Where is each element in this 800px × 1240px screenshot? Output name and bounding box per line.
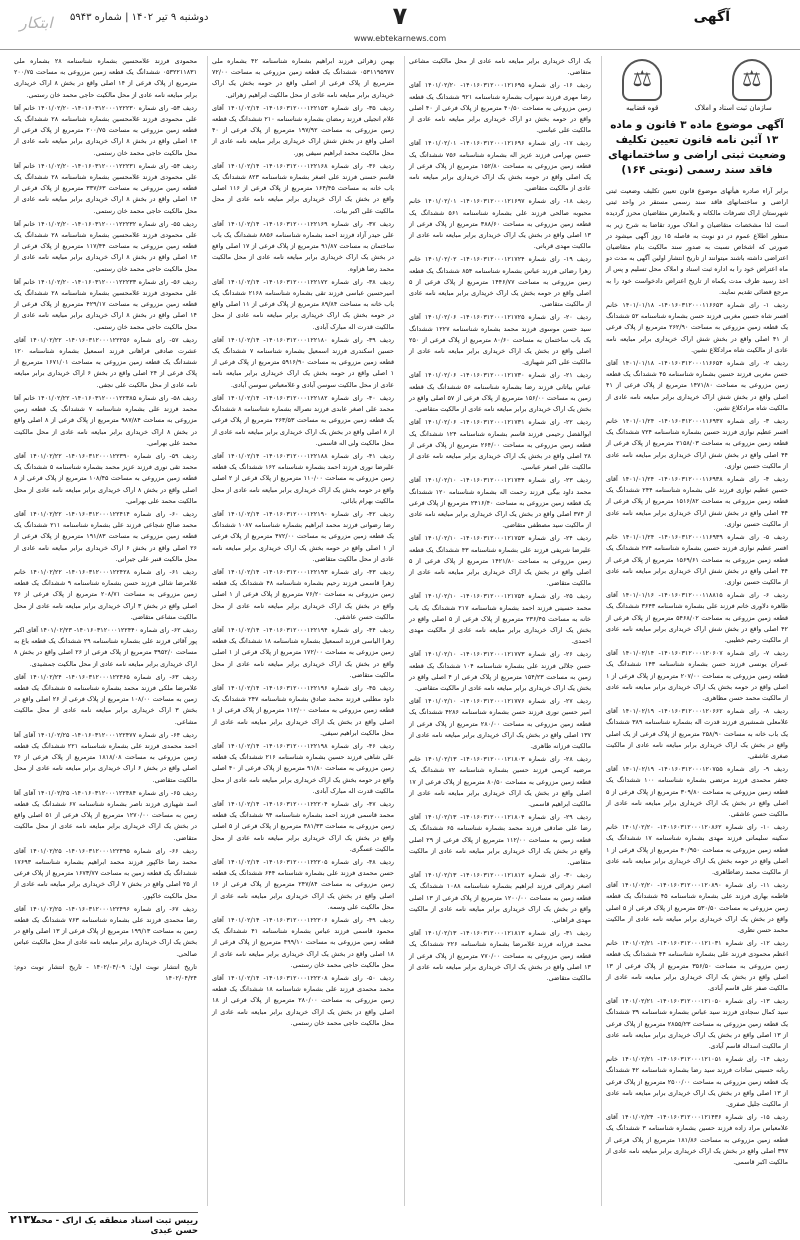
notice-entry: ردیف ۴۵- رای شماره ۱۴۰۱۶۰۳۱۲۰۰۰۱۲۲۱۹۶- ۱۴۰۱/۰۲/۱۴ آقای داود مطلبی فرزند محمد صادق بشماره شناسنامه ۲۴۷ ششدانگ یک قطعه زمین مزروعی به مساحت ۱۱۲/۰۰ مترمربع از پلاک فرعی از ۱ اصلی واقع در بخش یک اراک خریداری برابر مبایعه نامه عادی از محل مالکیت ابراهیم سیفی. [212,683,395,737]
judiciary-emblem [622,59,662,114]
notice-entry: ردیف ۶۰- رای شماره ۱۴۰۱۶۰۳۱۲۰۰۰۱۲۲۴۱۴- ۱۴۰۱/۰۲/۲۲ آقای محمد صالح شجاعی فرزند علی بشماره شناسنامه ۲۱۱ ششدانگ یک قطعه زمین مزروعی به مساحت ۱۹۱/۸۳ مترمربع از پلاک فرعی از ۲۶ اصلی واقع در بخش ۶ اراک خریداری برابر مبایعه نامه عادی از محل مالکیت قنبر علی جیرانی. [14,509,198,563]
notice-entry: ردیف ۵۴- رای شماره ۱۴۰۱۶۰۳۱۲۰۰۰۱۲۲۲۳۱- ۱۴۰۱/۰۲/۲۰ خانم آقا علی محمودی فرزند غلامحسین بشماره شناسنامه ۲۸ ششدانگ یک قطعه زمین مزروعی به مساحت ۳۳۷/۶۳ مترمربع از پلاک فرعی از ۱۴ اصلی واقع در بخش ۸ اراک خریداری برابر مبایعه نامه عادی از محل مالکیت حاجی محمد خان رستمی. [14,161,198,215]
notice-entry: ردیف ۸- رای شماره ۱۴۰۱۶۰۳۱۲۰۰۰۱۲۰۶۶۲- ۱۴۰۱/۰۲/۱۹ آقای غلامعلی شمشیری فرزند قدرت اله بشماره شناسنامه ۳۸۹ ششدانگ یک باب خانه به مساحت ۲۵۸/۹۰ مترمربع از پلاک فرعی از یک اصلی واقع در بخش یک اراک خریداری برابر مبایعه نامه عادی از مالکیت صغری عاشقی. [606,707,789,760]
notice-entry: ردیف ۶۲- رای شماره ۱۴۰۱۶۰۳۱۲۰۰۰۱۲۲۴۴۰- ۱۴۰۱/۰۲/۲۳ آقای اکبر پور آقائی فرزند علی بشماره شناسنامه ۲۹ ششدانگ یک قطعه باغ به مساحت ۳۹۵۲/۰ مترمربع از پلاک فرعی از ۲۶ اصلی واقع در بخش ۸ اراک خریداری برابر مبایعه نامه عادی از محل مالکیت جمشیدی. [14,625,197,668]
notice-entry: ردیف ۴۱- رای شماره ۱۴۰۱۶۰۳۱۲۰۰۰۱۲۲۱۸۸- ۱۴۰۱/۰۲/۱۴ آقای علیرضا نوری فرزند احمد بشماره شناسنامه ۱۶۲ ششدانگ یک قطعه زمین مزروعی به مساحت ۱۱۰/۰۰ مترمربع از پلاک فرعی از ۲ اصلی واقع در حومه بخش یک اراک خریداری برابر مبایعه نامه عادی از محل مالکیت بهرام بابائی. [212,451,394,505]
notice-entry: ردیف ۶۱- رای شماره ۱۴۰۱۶۰۳۱۲۰۰۰۱۲۲۴۲۸- ۱۴۰۱/۰۲/۲۲ خانم غلامرضا شالی فرزند حسن بشماره شناسنامه ۹ ششدانگ یک قطعه زمین مزروعی به مساحت ۲۰۸/۷۱ مترمربع از پلاک فرعی از ۲۶ اصلی واقع در بخش ۳ اراک خریداری برابر مبایعه نامه عادی از محل مالکیت مشاعی متقاضی. [14,567,197,621]
page-header [0,0,800,50]
notice-entry: تاریخ انتشار نوبت اول: ۱۴۰۲/۰۴/۰۹ - تاریخ انتشار نوبت دوم: ۱۴۰۲/۰۴/۲۴ [14,962,197,983]
notice-entry: ردیف ۱۱- رای شماره ۱۴۰۱۶۰۳۱۲۰۰۰۱۲۰۸۹۰- ۱۴۰۱/۰۲/۲۰ آقای فاطمه بهاری فرزند علی بشماره شناسنامه ۴۵ ششدانگ یک قطعه زمین مزروعی به مساحت ۵۳۰/۵۰ مترمربع از پلاک فرعی از ۵ اصلی واقع در بخش یک اراک خریداری برابر مبایعه نامه عادی از مالکیت محمد حسن نظری. [606,881,788,934]
notice-entry: ردیف ۱- رای شماره ۱۴۰۱۶۰۳۱۲۰۰۰۱۱۶۶۵۳- ۱۴۰۱/۰۱/۱۸ خانم افسر شاه حسین مغربی فرزند حسن بشماره شناسنامه ۵۲ ششدانگ یک قطعه زمین مزروعی به مساحت ۲۶۲/۹۰ مترمربع از پلاک فرعی از ۴۱ اصلی واقع در بخش شش اراک خریداری برابر مبایعه نامه عادی از مالکیت شاه مرادکلاغ نشین. [606,301,788,354]
notice-entry: ردیف ۲۶- رای شماره ۱۴۰۱۶۰۳۱۲۰۰۰۱۲۱۷۷۳- ۱۴۰۱/۰۲/۱۰ آقای حسن جلالی فرزند علی بشماره شناسنامه ۱۰۴ ششدانگ یک قطعه زمین به مساحت ۱۵۴/۲۳ مترمربع از پلاک فرعی از ۴ اصلی واقع در بخش یک اراک خریداری برابر مبایعه نامه عادی از مالکیت متقاضی. [409,650,591,692]
notice-entry: ردیف ۵۸- رای شماره ۱۴۰۱۶۰۳۱۲۰۰۰۱۲۲۳۸۵- ۱۴۰۱/۰۲/۲۲ خانم آقا محمد فرزند علی بشماره شناسنامه ۷ ششدانگ یک قطعه زمین مزروعی به مساحت ۹۸۷/۸۴ مترمربع از پلاک فرعی از ۸ اصلی واقع در بخش ۸ اراک خریداری برابر مبایعه نامه عادی از محل مالکیت محمد علی بهرامی. [14,393,198,447]
column-2 [404,56,595,1206]
notice-entry: ردیف ۵۰- رای شماره ۱۴۰۱۶۰۳۱۲۰۰۰۱۲۲۲۰۸- ۱۴۰۱/۰۲/۱۴ آقای محمد محمدی فرزند علی بشماره شناسنامه ۱۸ ششدانگ یک قطعه زمین مزروعی به مساحت ۲۸۰/۰۰ مترمربع از پلاک فرعی از ۱۸ اصلی واقع در بخش یک اراک خریداری برابر مبایعه نامه عادی از محل مالکیت حاجی محمد خان رستمی. [212,974,394,1027]
notice-entry: ردیف ۵۹- رای شماره ۱۴۰۱۶۰۳۱۲۰۰۰۱۲۲۳۹۰- ۱۴۰۱/۰۲/۲۲ آقای محمد تقی نوری فرزند عزیز محمد بشماره شناسنامه ۵ ششدانگ یک قطعه زمین مزروعی به مساحت ۱۰۸/۴۵ مترمربع از پلاک فرعی از ۸ اصلی واقع در بخش ۸ اراک خریداری برابر مبایعه نامه عادی از محل مالکیت محمد علی بهرامی. [14,451,198,505]
notice-header [606,56,788,178]
notice-entry: ردیف ۵۷- رای شماره ۱۴۰۱۶۰۳۱۲۰۰۰۱۲۲۲۵۶- ۱۴۰۱/۰۲/۲۲ آقای عشرت صادقی فراهانی فرزند اسمعیل بشماره شناسنامه ۱۲۰ ششدانگ یک قطعه زمین مزروعی به مساحت ۱۶۷۱/۰۱ مترمربع از پلاک فرعی از ۲۴ اصلی واقع در بخش ۶ اراک خریداری برابر مبایعه نامه عادی از محل مالکیت علی نجفی. [14,335,198,389]
section-title: آگهی [693,9,730,25]
notice-entry: ردیف ۲۴- رای شماره ۱۴۰۱۶۰۳۱۲۰۰۰۱۲۱۷۵۳- ۱۴۰۱/۰۲/۱۰ آقای علیرضا شریفی فرزند علی بشماره شناسنامه ۴۳ ششدانگ یک قطعه زمین مزروعی به مساحت ۱۴۲۱/۸۰ مترمربع از پلاک فرعی از ۵ اصلی واقع در بخش یک اراک خریداری برابر مبایعه نامه عادی از مالکیت متقاضی. [409,534,592,588]
judiciary-caption: قوه قضاییه [626,104,659,113]
org-caption: سازمان ثبت اسناد و املاک [694,104,772,113]
notice-entry: ردیف ۳۵- رای شماره ۱۴۰۱۶۰۳۱۲۰۰۰۱۲۲۱۵۳- ۱۴۰۱/۰۲/۱۴ آقای غلام انجیلی فرزند رمضان بشماره شناسنامه ۲۱۰ ششدانگ یک قطعه زمین مزروعی به مساحت ۱۹۷/۹۲ مترمربع از پلاک فرعی از ۴۰ اصلی واقع در بخش شش اراک خریداری برابر مبایعه نامه عادی از محل مالکیت محمد ابراهیم سیفی پور. [212,103,394,157]
notice-entry: ردیف ۹- رای شماره ۱۴۰۱۶۰۳۱۲۰۰۰۱۲۰۷۵۵- ۱۴۰۱/۰۲/۱۹ آقای جعفر محمدی فرزند مرتضی بشماره شناسنامه ۱۰۰ ششدانگ یک قطعه زمین مزروعی به مساحت ۳۰۹/۸۰ مترمربع از پلاک فرعی از ۵ اصلی واقع در بخش یک اراک خریداری برابر مبایعه نامه عادی از مالکیت حسن عاشقی. [606,765,789,818]
notice-entry: ردیف ۱۵- رای شماره ۱۴۰۱۶۰۳۱۲۰۰۰۱۲۱۴۳۶- ۱۴۰۱/۰۲/۲۴ آقای غلامعباس مراد زاده فرزند حسین بشماره شناسنامه ۳ ششدانگ یک قطعه زمین مزروعی به مساحت ۱۸۱/۸۶ مترمربع از پلاک فرعی از ۳۹۷ اصلی واقع در بخش یک اراک خریداری برابر مبایعه نامه عادی از مالکیت اکبر قاسمی. [606,1113,789,1167]
column-4 [10,56,201,1206]
issue-date: دوشنبه ۹ تیر ۱۴۰۲ | شماره ۵۹۴۳ [70,11,209,23]
notice-entry: ردیف ۲- رای شماره ۱۴۰۱۶۰۳۱۲۰۰۰۱۱۶۶۵۴- ۱۴۰۱/۰۱/۱۸ آقای حسن مغربی فرزند حسین بشماره شناسنامه ۴۵ ششدانگ یک قطعه زمین مزروعی به مساحت ۱۴۷۱/۸۰ مترمربع از پلاک فرعی از ۴۱ اصلی واقع در بخش شش اراک خریداری برابر مبایعه نامه عادی از مالکیت شاه مرادکلاغ نشین. [606,359,789,412]
notice-entry: ردیف ۱۳- رای شماره ۱۴۰۱۶۰۳۱۲۰۰۰۱۲۱۰۵۰- ۱۴۰۱/۰۲/۲۱ آقای سید کمال سجادی فرزند سید عباس بشماره شناسنامه ۳۹ ششدانگ یک قطعه زمین مزروعی به مساحت ۲۸۵۵/۲۳ مترمربع از پلاک فرعی از ۱۳ اصلی واقع در بخش یک اراک خریداری برابر مبایعه نامه عادی از مالکیت اسداله قاسم آبادی. [606,997,789,1051]
newspaper-logo: ابتکار [19,14,53,32]
notice-entry: ردیف ۳۰- رای شماره ۱۴۰۱۶۰۳۱۲۰۰۰۱۲۱۸۱۲- ۱۴۰۱/۰۲/۱۳ آقای اصغر زهرائی فرزند ابراهیم بشماره شناسنامه ۱۰۸۸ ششدانگ یک قطعه زمین به مساحت ۱۲۰۰/۰۰ مترمربع از پلاک فرعی از ۱۳ اصلی واقع در بخش یک اراک خریداری برابر مبایعه نامه عادی از مالکیت مهدی فراهانی. [409,871,591,925]
notice-entry: ردیف ۵۶- رای شماره ۱۴۰۱۶۰۳۱۲۰۰۰۱۲۲۲۳۳- ۱۴۰۱/۰۲/۲۰ خانم آقا علی محمودی فرزند غلامحسین بشماره شناسنامه ۲۸ ششدانگ یک قطعه زمین مزروعی به مساحت ۴۲۹/۱۷ مترمربع از پلاک فرعی از ۱۴ اصلی واقع در بخش ۸ اراک خریداری برابر مبایعه نامه عادی از محل مالکیت حاجی محمد خان رستمی. [14,277,198,331]
signature-line: رییس ثبت اسناد منطقه یک اراک - محمد حسن عبدی [8,1212,198,1230]
notice-entry: ردیف ۴۸- رای شماره ۱۴۰۱۶۰۳۱۲۰۰۰۱۲۲۲۰۵- ۱۴۰۱/۰۲/۱۴ آقای حسن محمدی فرزند علی بشماره شناسنامه ۶۴۴ ششدانگ یک قطعه زمین مزروعی به مساحت ۲۴۷/۸۴ مترمربع از پلاک فرعی از ۱۶ اصلی واقع در بخش یک اراک خریداری برابر مبایعه نامه عادی از محل مالکیت علی وسمه. [212,858,394,911]
notice-title: آگهی موضوع ماده ۳ قانون و ماده ۱۳ آئین نامه قانون تعیین تکلیف وضعیت ثبتی اراضی و ساختمانهای فاقد سند رسمی (نوبتی ۱۶۴) [608,119,786,176]
notice-entry: ردیف ۴۴- رای شماره ۱۴۰۱۶۰۳۱۲۰۰۰۱۲۲۱۹۴- ۱۴۰۱/۰۲/۱۴ آقای زهرا الیاسی فرزند اسمعیل بشماره شناسنامه ۱۸ ششدانگ یک قطعه زمین مزروعی به مساحت ۱۷۲/۰۰ مترمربع از پلاک فرعی از ۱ اصلی واقع در بخش یک اراک خریداری برابر مبایعه نامه عادی از محل مالکیت متقاضی. [212,625,394,679]
notice-columns [8,56,792,1206]
notice-entry: ردیف ۴- رای شماره ۱۴۰۱۶۰۳۱۲۰۰۰۱۱۶۹۳۸- ۱۴۰۱/۰۱/۲۴ آقای حسین عظیم نوازی فرزند علی بشماره شناسنامه ۲۴۴ ششدانگ یک قطعه زمین مزروعی به مساحت ۱۵۱۶/۸۲ مترمربع از پلاک فرعی از ۴۴ اصلی واقع در بخش شش اراک خریداری برابر مبایعه نامه عادی از مالکیت حسین نوازی. [606,475,789,528]
header-line [70,8,730,26]
notice-entry: برابر آراء صادره هیأتهای موضوع قانون تعیین تکلیف وضعیت ثبتی اراضی و ساختمانهای فاقد سند رسمی مستقر در واحد ثبتی شهرستان اراک تصرفات مالکانه و بلامعارض متقاضیان محرز گردیده است لذا مشخصات متقاضیان و املاک مورد تقاضا به شرح زیر به منظور اطلاع عموم در دو نوبت به فاصله ۱۵ روز آگهی میشود در صورتی که اشخاص نسبت به صدور سند مالکیت بنام متقاضیان اعتراضی داشته باشند میتوانند از تاریخ انتشار اولین آگهی به مدت دو ماه اعتراض خود را به اداره ثبت اسناد و املاک محل تسلیم و پس از اخذ رسید ظرف مدت یکماه از تاریخ اعتراض دادخواست خود را به مرجع قضائی تقدیم نمایند. [606,187,788,296]
notice-entry: ردیف ۵۳- رای شماره ۱۴۰۱۶۰۳۱۲۰۰۰۱۲۲۲۳۰- ۱۴۰۱/۰۲/۲۰ خانم آقا علی محمودی فرزند غلامحسین بشماره شناسنامه ۲۸ ششدانگ یک قطعه زمین مزروعی به مساحت ۲۰۰/۷۵ مترمربع از پلاک فرعی از ۱۴ اصلی واقع در بخش ۸ اراک خریداری برابر مبایعه نامه عادی از محل مالکیت حاجی محمد خان رستمی. [14,103,198,157]
notice-entry: ردیف ۶- رای شماره ۱۴۰۱۶۰۳۱۲۰۰۰۱۱۸۸۱۵- ۱۴۰۱/۰۱/۱۶ آقای طاهره دلاوری خانم فرزند علی بشماره شناسنامه ۳۶۴۳ ششدانگ یک قطعه زمین مزروعی به مساحت ۵۴۶۸/۰۲ مترمربع از پلاک فرعی از ۴۲ اصلی واقع در بخش شش اراک خریداری برابر مبایعه نامه عادی از مالکیت رحیم خطیبی. [606,591,789,644]
registration-org-emblem [695,59,772,114]
notice-entry: ردیف ۶۵- رای شماره ۱۴۰۱۶۰۳۱۲۰۰۰۱۲۲۴۸۴- ۱۴۰۱/۰۲/۲۵ آقای آقا اسد شهبازی فرزند ناصر بشماره شناسنامه ۶۷ ششدانگ یک قطعه زمین به مساحت ۱۲۷۰/۰۰ مترمربع از پلاک فرعی از ۵۱ اصلی واقع در بخش یک اراک خریداری برابر مبایعه نامه عادی از محل مالکیت متقاضی. [14,788,198,842]
judiciary-icon [622,59,662,101]
notice-entry: ردیف ۱۶- رای شماره ۱۴۰۱۶۰۳۱۲۰۰۰۱۲۱۶۹۵- ۱۴۰۱/۰۲/۲۰ آقای رضا مهری فرزند سهراب بشماره شناسنامه ۹۲۱ ششدانگ یک قطعه زمین مزروعی به مساحت ۴۰/۵۰ مترمربع از پلاک فرعی از ۴۰ اصلی واقع در حومه بخش دو اراک خریداری برابر مبایعه نامه عادی از مالکیت علی عباسی. [409,81,591,135]
notice-entry: ردیف ۲۸- رای شماره ۱۴۰۱۶۰۳۱۲۰۰۰۱۲۱۸۰۳- ۱۴۰۱/۰۲/۱۳ خانم مرضیه کریمی فرزند حسین بشماره شناسنامه ۷۲ ششدانگ یک قطعه زمین مزروعی به مساحت ۸۰/۵۰ مترمربع از پلاک فرعی از ۱۷ اصلی واقع در بخش یک اراک خریداری برابر مبایعه نامه عادی از مالکیت ابراهیم قاسمی. [409,755,592,808]
notice-entry: یک اراک خریداری برابر مبایعه نامه عادی از محل مالکیت مشاعی متقاضی. [409,57,591,77]
notice-entry: ردیف ۱۹- رای شماره ۱۴۰۱۶۰۳۱۲۰۰۰۱۲۱۷۲۴- ۱۴۰۱/۰۲/۰۲ خانم زهرا رضائی فرزند عباس بشماره شناسنامه ۸۵۴ ششدانگ یک قطعه زمین مزروعی به مساحت ۱۴۴۶/۷۷ مترمربع از پلاک فرعی از ۵ اصلی واقع در حومه بخش یک اراک خریداری برابر مبایعه نامه عادی از مالکیت متقاضی. [409,255,592,309]
notice-entry: ردیف ۴۷- رای شماره ۱۴۰۱۶۰۳۱۲۰۰۰۱۲۲۲۰۴- ۱۴۰۱/۰۲/۱۴ آقای محمد قاسمی فرزند احمد بشماره شناسنامه ۹۴ ششدانگ یک قطعه زمین مزروعی به مساحت ۳۸۱/۳۳ مترمربع از پلاک فرعی از ۵ اصلی واقع در بخش یک اراک خریداری برابر مبایعه نامه عادی از محل مالکیت عسگری. [212,800,394,853]
notice-entry: بهمن زهرائی فرزند ابراهیم بشماره شناسنامه ۴۲ بشماره ملی ۰۵۳۱۱۹۵۹۷۷ ششدانگ یک قطعه زمین مزروعی به مساحت ۷۲/۰۰ مترمربع از پلاک فرعی از اصلی واقع در حومه بخش یک اراک خریداری برابر مبایعه نامه عادی از محل مالکیت ابراهیم زهرائی. [212,57,394,99]
notice-entry: ردیف ۵۵- رای شماره ۱۴۰۱۶۰۳۱۲۰۰۰۱۲۲۲۳۲- ۱۴۰۱/۰۲/۲۰ خانم آقا علی محمودی فرزند غلامحسین بشماره شناسنامه ۲۸ ششدانگ یک قطعه زمین مزروعی به مساحت ۱۱۷/۴۴ مترمربع از پلاک فرعی از ۱۴ اصلی واقع در بخش ۸ اراک خریداری برابر مبایعه نامه عادی از محل مالکیت حاجی محمد خان رستمی. [14,219,198,273]
notice-entry: ردیف ۴۳- رای شماره ۱۴۰۱۶۰۳۱۲۰۰۰۱۲۲۱۹۳- ۱۴۰۱/۰۲/۱۴ آقای زهرا قاسمی فرزند رحیم بشماره شناسنامه ۴۸ ششدانگ یک قطعه زمین مزروعی به مساحت ۷۶/۲۰ مترمربع از پلاک فرعی از ۱ اصلی واقع در بخش یک اراک خریداری برابر مبایعه نامه عادی از محل مالکیت حسن عاشقی. [212,567,394,621]
page-number: ۷ [392,2,408,30]
ad-code: ۲۱۳۷ [10,1213,37,1226]
notice-entry: ردیف ۲۰- رای شماره ۱۴۰۱۶۰۳۱۲۰۰۰۱۲۱۷۲۵- ۱۴۰۱/۰۲/۰۶ آقای سید حسن موسوی فرزند محمد بشماره شناسنامه ۱۲۲۷ ششدانگ یک باب ساختمان به مساحت ۸۰/۶۰ مترمربع از پلاک فرعی از ۲۵۰ اصلی واقع در بخش یک اراک خریداری برابر مبایعه نامه عادی از مالکیت علی اکبر شهبازی. [409,313,591,367]
notice-entry: ردیف ۶۳- رای شماره ۱۴۰۱۶۰۳۱۲۰۰۰۱۲۲۴۶۵- ۱۴۰۱/۰۲/۲۴ آقای غلامرضا ملکی فرزند محمد بشماره شناسنامه ۵ ششدانگ یک قطعه زمین به مساحت ۱۰۸/۰۰ مترمربع از پلاک فرعی از ۲۶ اصلی واقع در بخش ۳ اراک خریداری برابر مبایعه نامه عادی از محل مالکیت مشاعی. [14,672,198,726]
notice-entry: ردیف ۶۷- رای شماره ۱۴۰۱۶۰۳۱۲۰۰۰۱۲۲۴۹۶- ۱۴۰۱/۰۲/۲۵ آقای رضا محمدی فرزند علی بشماره شناسنامه ۷۶۳ ششدانگ یک قطعه زمین به مساحت ۱۹۹/۱۳ مترمربع از پلاک فرعی از ۱۳ اصلی واقع در بخش یک اراک خریداری برابر مبایعه نامه عادی از محل مالکیت عباس صالحی. [14,904,198,958]
notice-entry: ردیف ۵- رای شماره ۱۴۰۱۶۰۳۱۲۰۰۰۱۱۶۹۳۹- ۱۴۰۱/۰۱/۲۴ خانم افسر عظیم نوازی فرزند حسین بشماره شناسنامه ۲۷۴ ششدانگ یک قطعه زمین مزروعی به مساحت ۱۵۶۹/۶۱ مترمربع از پلاک فرعی از ۴۴ اصلی واقع در بخش شش اراک خریداری برابر مبایعه نامه عادی از مالکیت حسین نوازی. [606,533,789,586]
column-3 [207,56,398,1206]
notice-entry: ردیف ۲۱- رای شماره ۱۴۰۱۶۰۳۱۲۰۰۰۱۲۱۷۳۰- ۱۴۰۱/۰۲/۰۶ آقای عباس بیاتانی فرزند رضا بشماره شناسنامه ۵۶ ششدانگ یک قطعه زمین به مساحت ۱۵۶/۰۰ مترمربع از پلاک فرعی از ۵۷ اصلی واقع در بخش یک اراک خریداری برابر مبایعه نامه عادی از مالکیت متقاضی. [409,371,591,414]
column-1 [601,56,792,1206]
notice-entry: ردیف ۱۴- رای شماره ۱۴۰۱۶۰۳۱۲۰۰۰۱۲۱۰۵۱- ۱۴۰۱/۰۲/۲۱ خانم ربابه حسینی سادات فرزند سید رضا بشماره شناسنامه ۴۲ ششدانگ یک قطعه زمین مزروعی به مساحت ۲۵۰۰/۰۰ مترمربع از پلاک فرعی از ۱۳ اصلی واقع در بخش یک اراک خریداری برابر مبایعه نامه عادی از مالکیت جلیل صفری. [606,1055,789,1109]
notice-entry: ردیف ۶۶- رای شماره ۱۴۰۱۶۰۳۱۲۰۰۰۱۲۲۴۹۵- ۱۴۰۱/۰۲/۲۵ آقای محمد رضا خاکپور فرزند محمد ابراهیم بشماره شناسنامه ۱۷۶۹۳ ششدانگ یک قطعه زمین به مساحت ۱۶۷۳/۷۷ مترمربع از پلاک فرعی از ۲۵ اصلی واقع در بخش ۷ اراک خریداری برابر مبایعه نامه عادی از محل مالکیت خاکپور. [14,846,198,900]
notice-entry: ردیف ۷- رای شماره ۱۴۰۱۶۰۳۱۲۰۰۰۱۲۰۶۰۷- ۱۴۰۱/۰۲/۱۴ آقای عمران یونسی فرزند حسن بشماره شناسنامه ۱۴۳ ششدانگ یک قطعه زمین مزروعی به مساحت ۲۰۷/۰۰ مترمربع از پلاک فرعی از ۱ اصلی واقع در حومه بخش یک اراک خریداری برابر مبایعه نامه عادی از مالکیت محمد حسن مظاهری. [606,649,789,702]
notice-entry: ردیف ۳۹- رای شماره ۱۴۰۱۶۰۳۱۲۰۰۰۱۲۲۱۸۰- ۱۴۰۱/۰۲/۱۴ آقای حسین اسکندری فرزند اسمعیل بشماره شناسنامه ۷ ششدانگ یک قطعه زمین مزروعی به مساحت ۵۹۱۶/۹۰ مترمربع از پلاک فرعی از ۱ اصلی واقع در حومه بخش یک اراک خریداری برابر مبایعه نامه عادی از محل مالکیت سوسن آبادی و غلامعباس سوسن آبادی. [212,335,395,389]
notice-entry: ردیف ۳۱- رای شماره ۱۴۰۱۶۰۳۱۲۰۰۰۱۲۱۸۱۳- ۱۴۰۱/۰۲/۱۳ آقای محمد فرزانه فرزند غلامرضا بشماره شناسنامه ۲۲۶ ششدانگ یک قطعه زمین مزروعی به مساحت ۷۷۰/۰۰ مترمربع از پلاک فرعی از ۱۳ اصلی واقع در بخش یک اراک خریداری برابر مبایعه نامه عادی از مالکیت متقاضی. [409,929,592,983]
notice-entry: ردیف ۲۹- رای شماره ۱۴۰۱۶۰۳۱۲۰۰۰۱۲۱۸۰۴- ۱۴۰۱/۰۲/۱۳ آقای رضا علی صادقی فرزند محمد بشماره شناسنامه ۶۵ ششدانگ یک قطعه زمین به مساحت ۱۱۲/۰۰ مترمربع از پلاک فرعی از ۲۹ اصلی واقع در بخش یک اراک خریداری برابر مبایعه نامه عادی از مالکیت متقاضی. [409,813,591,867]
notice-entry: ردیف ۴۰- رای شماره ۱۴۰۱۶۰۳۱۲۰۰۰۱۲۲۱۸۲- ۱۴۰۱/۰۲/۱۴ آقای محمد علی اصغر عابدی فرزند نصراله بشماره شناسنامه ۸ ششدانگ یک قطعه زمین مزروعی به مساحت ۲۶۳/۵۳ مترمربع از پلاک فرعی از ۸ اصلی واقع در بخش یک اراک خریداری برابر مبایعه نامه عادی از محل مالکیت ولی اله قاسمی. [212,393,394,447]
notice-entry: ردیف ۲۵- رای شماره ۱۴۰۱۶۰۳۱۲۰۰۰۱۲۱۷۵۴- ۱۴۰۱/۰۲/۱۰ آقای محمد حسینی فرزند احمد بشماره شناسنامه ۲۱۷ ششدانگ یک باب خانه به مساحت ۲۳۶/۴۵ مترمربع از پلاک فرعی از ۵ اصلی واقع در بخش یک اراک خریداری برابر مبایعه نامه عادی از مالکیت مهدی احمدی. [409,592,591,646]
notice-entry: ردیف ۴۹- رای شماره ۱۴۰۱۶۰۳۱۲۰۰۰۱۲۲۲۰۶- ۱۴۰۱/۰۲/۱۴ آقای محمود قاسمی فرزند عباس بشماره شناسنامه ۴۱ ششدانگ یک قطعه زمین مزروعی به مساحت ۴۹۹/۱۰ مترمربع از پلاک فرعی از ۱۸ اصلی واقع در بخش یک اراک خریداری برابر مبایعه نامه عادی از محل مالکیت حاجی محمد خان رستمی. [212,916,394,969]
notice-entry: ردیف ۱۲- رای شماره ۱۴۰۱۶۰۳۱۲۰۰۰۱۲۱۰۳۱- ۱۴۰۱/۰۲/۲۱ خانم اعظم محمودی فرزند علی بشماره شناسنامه ۴۴ ششدانگ یک قطعه زمین مزروعی به مساحت ۳۵۶/۵۰ مترمربع از پلاک فرعی از ۱۳ اصلی واقع در بخش یک اراک خریداری برابر مبایعه نامه عادی از مالکیت صفر علی قاسم آبادی. [606,939,788,993]
scales-icon [732,59,772,101]
notice-entry: محمودی فرزند غلامحسین بشماره شناسنامه ۲۸ بشماره ملی ۰۵۳۲۲۱۱۸۳۱ ششدانگ یک قطعه زمین مزروعی به مساحت ۲۰۰/۷۵ مترمربع از پلاک فرعی از ۱۴ اصلی واقع در بخش ۸ اراک خریداری برابر مبایعه نامه عادی از محل مالکیت حاجی محمد خان رستمی. [14,57,198,99]
notice-entry: ردیف ۱۸- رای شماره ۱۴۰۱۶۰۳۱۲۰۰۰۱۲۱۶۹۷- ۱۴۰۱/۰۲/۰۱ خانم محبوبه صالحی فرزند علی بشماره شناسنامه ۵۶۱ ششدانگ یک قطعه زمین مزروعی به مساحت ۳۸۸/۶۰ مترمربع از پلاک فرعی از ۱۳ اصلی واقع در بخش یک اراک خریداری برابر مبایعه نامه عادی از مالکیت مهدی قربانی. [409,197,591,251]
notice-entry: ردیف ۶۴- رای شماره ۱۴۰۱۶۰۳۱۲۰۰۰۱۲۲۴۷۷- ۱۴۰۱/۰۲/۲۵ آقای آقا احمد محمدی فرزند علی بشماره شناسنامه ۲۲۱ ششدانگ یک قطعه زمین مزروعی به مساحت ۱۸۱۸/۰۸ مترمربع از پلاک فرعی از ۲۶ اصلی واقع در بخش ۶ اراک خریداری برابر مبایعه نامه عادی از محل مالکیت متقاضی. [14,730,197,784]
notice-entry: ردیف ۴۲- رای شماره ۱۴۰۱۶۰۳۱۲۰۰۰۱۲۲۱۹۰- ۱۴۰۱/۰۲/۱۴ آقای رضا رضوانی فرزند محمد ابراهیم بشماره شناسنامه ۱۰۸۷ ششدانگ یک قطعه زمین مزروعی به مساحت ۴۷۲/۰۰ مترمربع از پلاک فرعی از ۱ اصلی واقع در حومه بخش یک اراک خریداری برابر مبایعه نامه عادی از محل مالکیت متقاضی. [212,509,394,563]
notice-entry: ردیف ۳۸- رای شماره ۱۴۰۱۶۰۳۱۲۰۰۰۱۲۲۱۷۲- ۱۴۰۱/۰۲/۱۴ آقای امیرحسین عباسی فرزند تقی بشماره شناسنامه ۲۱۶۸ ششدانگ یک باب خانه به مساحت ۸۹/۸۴ مترمربع از پلاک فرعی از ۱۱ اصلی واقع در حومه بخش یک اراک خریداری برابر مبایعه نامه عادی از محل مالکیت قدرت اله مبارک آبادی. [212,277,394,331]
notice-entry: ردیف ۳- رای شماره ۱۴۰۱۶۰۳۱۲۰۰۰۱۱۶۹۳۷- ۱۴۰۱/۰۱/۲۴ خانم افسر عظیم نوازی فرزند حسین بشماره شناسنامه ۷۲۴ ششدانگ یک قطعه زمین مزروعی به مساحت ۲۱۵۸/۰۳ مترمربع از پلاک فرعی از ۴۴ اصلی واقع در بخش شش اراک خریداری برابر مبایعه نامه عادی از مالکیت حسین نوازی. [606,417,789,470]
notice-entry: ردیف ۳۷- رای شماره ۱۴۰۱۶۰۳۱۲۰۰۰۱۲۲۱۶۹- ۱۴۰۱/۰۲/۱۴ آقای علی حیدر آزاد فرزند احمد بشماره شناسنامه ۸۸۵۶ ششدانگ یک باب ساختمان به مساحت ۹۱/۸۷ مترمربع از پلاک فرعی از ۱۷ اصلی واقع در بخش یک اراک خریداری برابر مبایعه نامه عادی از محل مالکیت محمد رضا هزاوه. [212,219,394,273]
notice-entry: ردیف ۴۶- رای شماره ۱۴۰۱۶۰۳۱۲۰۰۰۱۲۲۱۹۸- ۱۴۰۱/۰۲/۱۴ آقای علی شاهی فرزند حسین بشماره شناسنامه ۲۱۶ ششدانگ یک قطعه زمین مزروعی به مساحت ۹۱/۸۰ مترمربع از پلاک فرعی از ۴۰ اصلی واقع در حومه بخش یک اراک خریداری برابر مبایعه نامه عادی از محل مالکیت قدرت اله مبارک آبادی. [212,741,394,795]
notice-entry: ردیف ۱۷- رای شماره ۱۴۰۱۶۰۳۱۲۰۰۰۱۲۱۶۹۶- ۱۴۰۱/۰۲/۰۱ آقای حسین بهرامی فرزند عزیز اله بشماره شناسنامه ۷۵۶ ششدانگ یک قطعه زمین مزروعی به مساحت ۱۵۲/۸۰ مترمربع از پلاک فرعی از یک اصلی واقع در حومه بخش یک اراک خریداری برابر مبایعه نامه عادی از مالکیت متقاضی. [409,139,591,193]
notice-entry: ردیف ۳۶- رای شماره ۱۴۰۱۶۰۳۱۲۰۰۰۱۲۲۱۶۸- ۱۴۰۱/۰۲/۱۴ آقای قاسم حسنی فرزند علی اصغر بشماره شناسنامه ۸۲۳ ششدانگ یک باب خانه به مساحت ۱۶۴/۴۵ مترمربع از پلاک فرعی از ۱۱۶ اصلی واقع در بخش یک اراک خریداری برابر مبایعه نامه عادی از محل مالکیت علی اکبر بیات. [212,161,395,215]
emblems [606,62,788,112]
notice-entry: ردیف ۲۷- رای شماره ۱۴۰۱۶۰۳۱۲۰۰۰۱۲۱۷۷۶- ۱۴۰۱/۰۲/۱۰ آقای امیر حسین نوری فرزند حسن بشماره شناسنامه ۴۲۸۶ ششدانگ یک قطعه زمین مزروعی به مساحت ۲۸۰/۰۰ مترمربع از پلاک فرعی از ۱۳۷ اصلی واقع در بخش یک اراک خریداری برابر مبایعه نامه عادی از مالکیت فرزانه طاهری. [409,697,591,750]
notice-entry: ردیف ۲۳- رای شماره ۱۴۰۱۶۰۳۱۲۰۰۰۱۲۱۷۴۴- ۱۴۰۱/۰۲/۱۰ آقای محمد داود بیگی فرزند رحمت اله بشماره شناسنامه ۱۲۰ ششدانگ یک قطعه زمین مزروعی به مساحت ۲۴۱۶/۴۰ مترمربع از پلاک فرعی از ۳۷۴ اصلی واقع در بخش یک اراک خریداری برابر مبایعه نامه عادی از مالکیت سید مصطفی متقاضی. [409,476,592,530]
website-link[interactable]: www.ebtekarnews.com [353,34,447,43]
notice-entry: ردیف ۲۲- رای شماره ۱۴۰۱۶۰۳۱۲۰۰۰۱۲۱۷۳۱- ۱۴۰۱/۰۲/۰۶ آقای ابوالفضل رحیمی فرزند قاسم بشماره شناسنامه ۱۲۴ ششدانگ یک قطعه زمین مزروعی به مساحت ۲۶۴/۰۰ مترمربع از پلاک فرعی از ۲۸ اصلی واقع در بخش یک اراک خریداری برابر مبایعه نامه عادی از مالکیت علی اصغر عباسی. [409,418,591,472]
notice-entry: ردیف ۱۰- رای شماره ۱۴۰۱۶۰۳۱۲۰۰۰۱۲۰۸۶۲- ۱۴۰۱/۰۲/۲۰ خانم سکینه سلیمانی فرزند مهدی بشماره شناسنامه ۱۷ ششدانگ یک قطعه زمین مزروعی به مساحت ۴۰/۹۵۰ مترمربع از پلاک فرعی از ۱ اصلی واقع در حومه بخش یک اراک خریداری برابر مبایعه نامه عادی از مالکیت محمد رضاطاهری. [606,823,789,876]
